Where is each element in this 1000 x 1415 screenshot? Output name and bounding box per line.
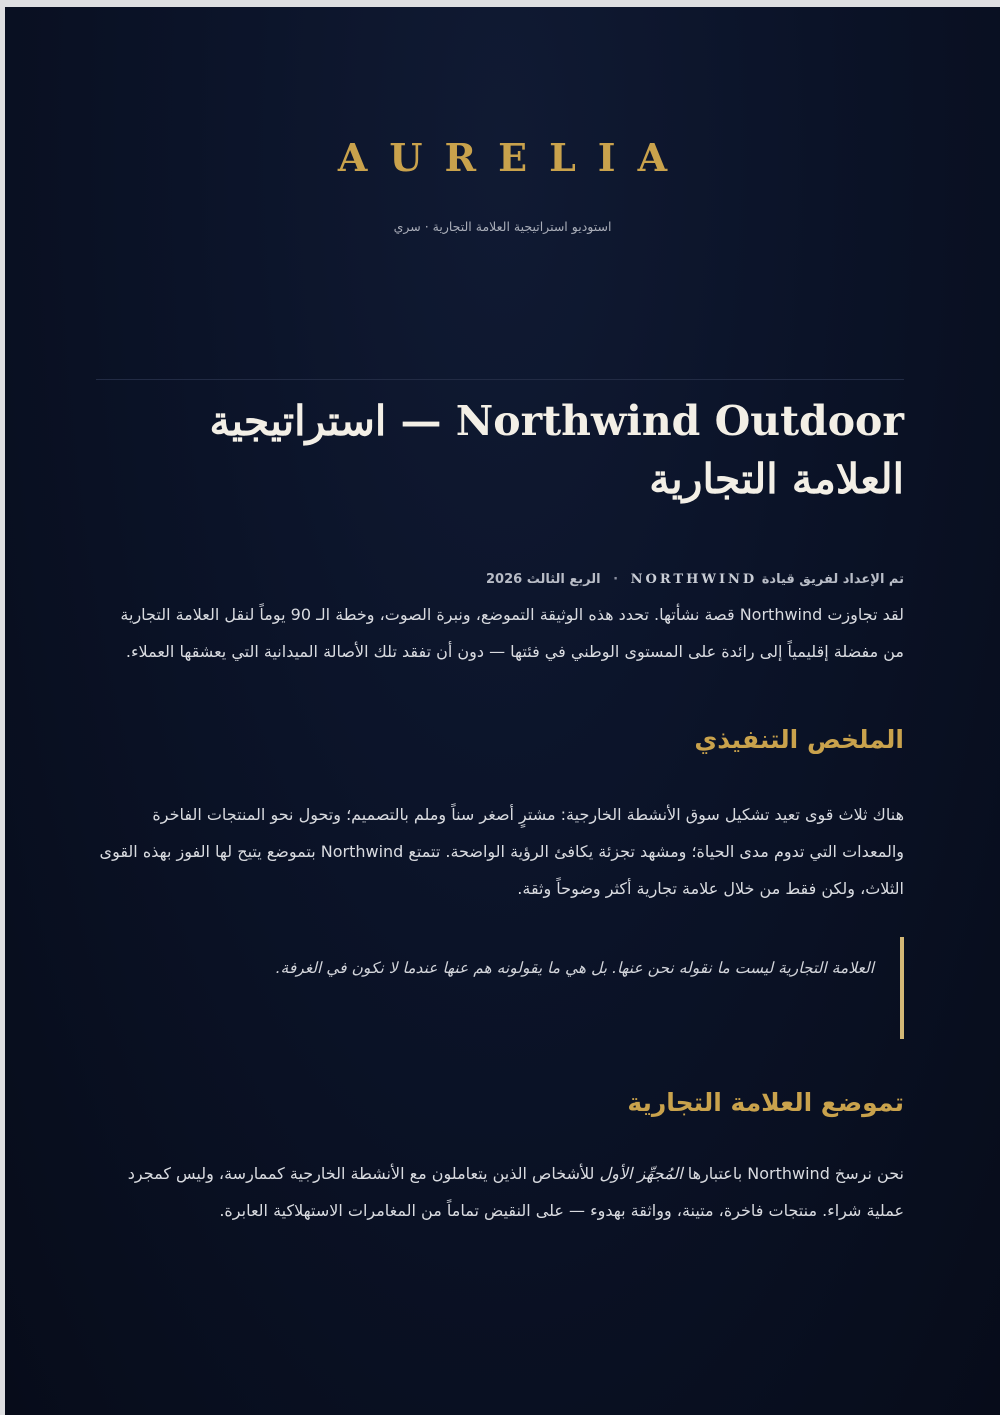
intro-paragraph: لقد تجاوزت Northwind قصة نشأتها. تحدد هذه الوثيقة التموضع، ونبرة الصوت، وخطة الـ 90 يوماً لنقل العلامة التجارية من مفضلة إقليمياً إلى رائدة على المستوى الوطني في فئتها — دون أن تفقد تلك الأصالة الميدانية التي يعشقها العملاء. <box>120 605 904 661</box>
meta-separator: · <box>613 572 619 587</box>
document-meta <box>96 570 904 590</box>
positioning-key-term: المُجهِّز الأول <box>599 1164 683 1183</box>
brand-logo: AURELIA <box>337 135 690 180</box>
document-content <box>96 392 904 1229</box>
section-heading-executive-summary: الملخص التنفيذي <box>694 725 904 754</box>
meta-client-name: NORTHWIND <box>630 572 758 587</box>
executive-summary-paragraph: هناك ثلاث قوى تعيد تشكيل سوق الأنشطة الخارجية: مشترٍ أصغر سناً وملم بالتصميم؛ وتحول نحو المنتجات الفاخرة والمعدات التي تدوم مدى الحياة؛ ومشهد تجزئة يكافئ الرؤية الواضحة. تتمتع Northwind بتموضع يتيح لها الفوز بهذه القوى الثلاث، ولكن فقط من خلال علامة تجارية أكثر وضوحاً وثقة. <box>99 805 904 898</box>
section-heading-brand-positioning: تموضع العلامة التجارية <box>627 1088 904 1117</box>
positioning-text-start: نحن نرسخ Northwind باعتبارها <box>687 1164 904 1183</box>
header-divider <box>96 379 904 380</box>
positioning-text-end: للأشخاص الذين يتعاملون مع الأنشطة الخارجية كممارسة، وليس كمجرد عملية شراء. منتجات فاخرة، متينة، وواثقة بهدوء — على النقيض تماماً من المغامرات الاستهلاكية العابرة. <box>127 1164 904 1220</box>
studio-tagline: استوديو استراتيجية العلامة التجارية · سري <box>393 219 612 234</box>
brand-quote: العلامة التجارية ليست ما نقوله نحن عنها. بل هي ما يقولونه هم عنها عندما لا نكون في الغرفة. <box>96 937 904 1039</box>
document-page <box>5 7 1000 1415</box>
meta-prepared-for: تم الإعداد لفريق قيادة <box>761 572 904 587</box>
meta-period: الربع الثالث 2026 <box>486 572 601 587</box>
document-title: Northwind Outdoor — استراتيجية العلامة التجارية <box>209 397 904 503</box>
positioning-paragraph <box>96 1155 904 1229</box>
